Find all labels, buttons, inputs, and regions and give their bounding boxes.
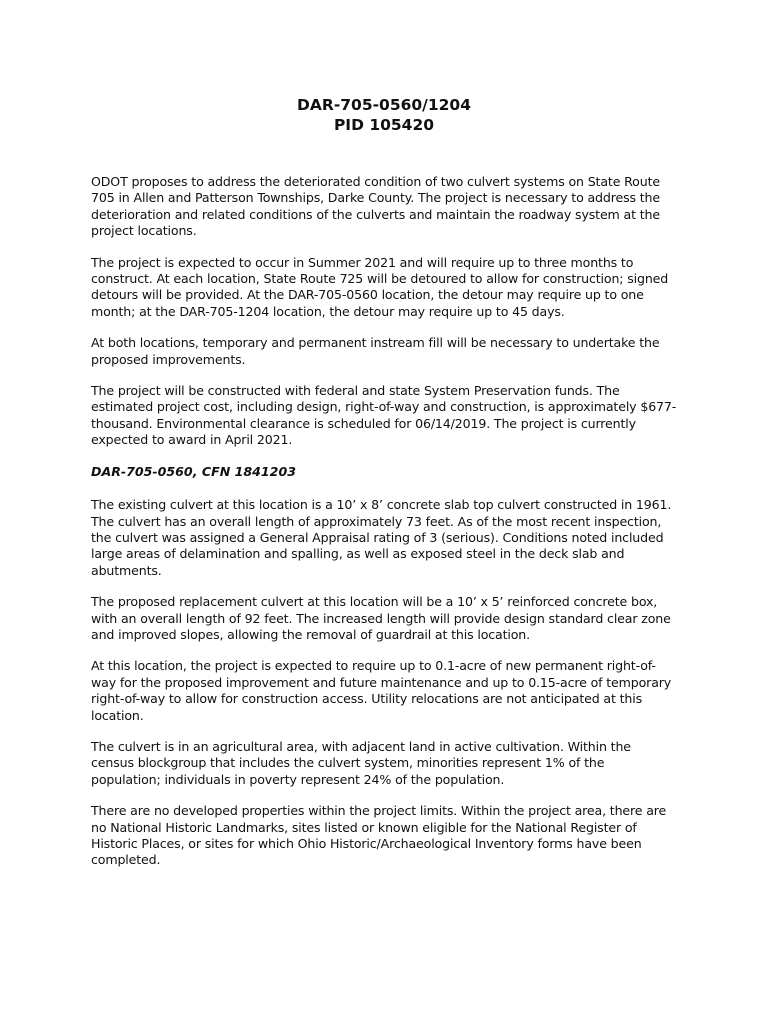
title-pid: PID 105420	[333, 116, 435, 134]
title-project-number: DAR-705-0560/1204	[297, 96, 471, 114]
paragraph-intro-funding: The project will be constructed with federal and state System Preservation funds. The estimated project cost, including design, right-of-way and construction, is approximately $677-thousand. Environmental clearance is scheduled for 06/14/2019. The project is currently expected to award in April 2021.	[91, 383, 677, 448]
paragraph-existing-culvert: The existing culvert at this location is a 10’ x 8’ concrete slab top culvert constructed in 1961. The culvert has an overall length of approximately 73 feet. As of the most recent inspection, the culvert was assigned a General Appraisal rating of 3 (serious). Conditions noted included large areas of delamination and spalling, as well as exposed steel in the deck slab and abutments.	[91, 497, 672, 578]
document-title	[91, 95, 677, 135]
paragraph-historic-resources: There are no developed properties within the project limits. Within the project area, there are no National Historic Landmarks, sites listed or known eligible for the National Register of Historic Places, or sites for which Ohio Historic/Archaeological Inventory forms have been completed.	[91, 803, 667, 868]
paragraph-intro-purpose: ODOT proposes to address the deteriorated condition of two culvert systems on State Route 705 in Allen and Patterson Townships, Darke County. The project is necessary to address the deterioration and related conditions of the culverts and maintain the roadway system at the project locations.	[91, 174, 660, 239]
paragraph-replacement-culvert: The proposed replacement culvert at this location will be a 10’ x 5’ reinforced concrete box, with an overall length of 92 feet. The increased length will provide design standard clear zone and improved slopes, allowing the removal of guardrail at this location.	[91, 594, 671, 642]
paragraph-intro-schedule: The project is expected to occur in Summer 2021 and will require up to three months to construct. At each location, State Route 725 will be detoured to allow for construction; signed detours will be provided. At the DAR-705-0560 location, the detour may require up to one month; at the DAR-705-1204 location, the detour may require up to 45 days.	[91, 254, 669, 319]
paragraph-right-of-way: At this location, the project is expected to require up to 0.1-acre of new permanent right-of-way for the proposed improvement and future maintenance and up to 0.15-acre of temporary right-of-way to allow for construction access. Utility relocations are not anticipated at this location.	[91, 658, 672, 723]
paragraph-intro-instream-fill: At both locations, temporary and permanent instream fill will be necessary to undertake the proposed improvements.	[91, 335, 660, 367]
document-page	[91, 95, 677, 884]
section-heading: DAR-705-0560, CFN 1841203	[91, 463, 296, 479]
paragraph-land-use: The culvert is in an agricultural area, with adjacent land in active cultivation. Within the census blockgroup that includes the culvert system, minorities represent 1% of the population; individuals in poverty represent 24% of the population.	[91, 738, 631, 787]
